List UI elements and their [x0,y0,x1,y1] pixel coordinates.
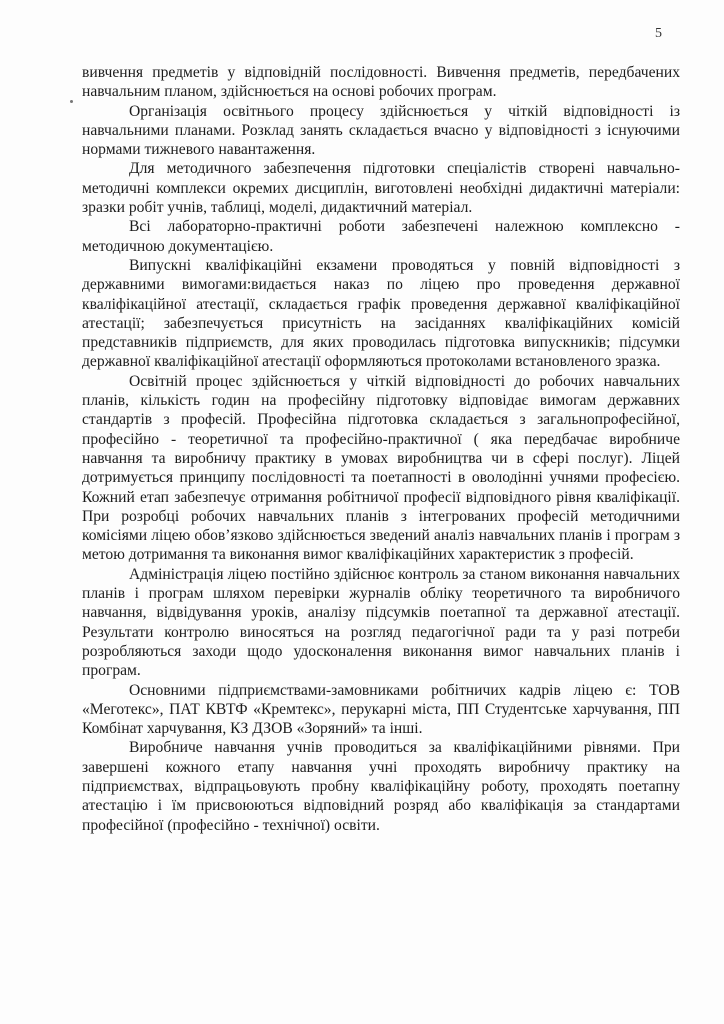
paragraph-industrial-training: Виробниче навчання учнів проводиться за кваліфікаційними рівнями. При завершені кожного етапу навчання учні проходять виробничу практику на підприємствах, відпрацьовують пробну кваліфікаційну роботу, проходять поетапну атестацію і їм присвоюються відповідний розряд або кваліфікація за стандартами професійної (професійно - технічної) освіти. [82,739,680,834]
paragraph-educational-process-organization: Організація освітнього процесу здійснюється у чіткій відповідності із навчальними планами. Розклад занять складається вчасно у відповідності з існуючими нормами тижневого навантаження. [82,102,680,159]
paragraph-educational-process-plans: Освітній процес здійснюється у чіткій відповідності до робочих навчальних планів, кількість годин на професійну підготовку відповідає вимогам державних стандартів з професій. Професійна підготовка складається з загальнопрофесійної, професійно - теоретичної та професійно-практичної ( яка передбачає виробниче навчання та виробничу практику в умовах виробництва чи в сфері послуг). Ліцей дотримується принципу послідовності та поетапності в оволодінні учнями професією. Кожний етап забезпечує отримання робітничої професії відповідного рівня кваліфікації. При розробці робочих навчальних планів з інтегрованих професій методичними комісіями ліцею обов’язково здійснюється зведений аналіз навчальних планів і програм з метою дотримання та виконання вимог кваліфікаційних характеристик з професій. [82,372,680,564]
scan-dot-mark [70,100,73,103]
paragraph-methodical-support: Для методичного забезпечення підготовки спеціалістів створені навчально-методичні комплекси окремих дисциплін, виготовлені необхідні дидактичні матеріали: зразки робіт учнів, таблиці, моделі, дидактичний матеріал. [82,160,680,217]
paragraph-administration-control: Адміністрація ліцею постійно здійснює контроль за станом виконання навчальних планів і програм шляхом перевірки журналів обліку теоретичного та виробничого навчання, відвідування уроків, аналізу підсумків поетапної та державної атестації. Результати контролю виносяться на розгляд педагогічної ради та у разі потреби розробляються заходи щодо удосконалення виконання вимог навчальних планів і програм. [82,565,680,680]
document-body [82,63,680,835]
paragraph-lab-works: Всі лабораторно-практичні роботи забезпечені належною комплексно - методичною документацією. [82,218,680,255]
paragraph-study-sequence: вивчення предметів у відповідній послідовності. Вивчення предметів, передбачених навчальним планом, здійснюється на основі робочих програм. [82,64,680,101]
paragraph-qualification-exams: Випускні кваліфікаційні екзамени проводяться у повній відповідності з державними вимогами:видається наказ по ліцею про проведення державної кваліфікаційної атестації, складається графік проведення державної кваліфікаційної атестації; забезпечується присутність на засіданнях кваліфікаційних комісій представників підприємств, для яких проводилась підготовка випускників; підсумки державної кваліфікаційної атестації оформляються протоколами встановленого зразка. [82,256,680,371]
page-number: 5 [655,26,662,41]
paragraph-employer-enterprises: Основними підприємствами-замовниками робітничих кадрів ліцею є: ТОВ «Меготекс», ПАТ КВТФ «Кремтекс», перукарні міста, ПП Студентське харчування, ПП Комбінат харчування, КЗ ДЗОВ «Зоряний» та інші. [82,681,680,738]
